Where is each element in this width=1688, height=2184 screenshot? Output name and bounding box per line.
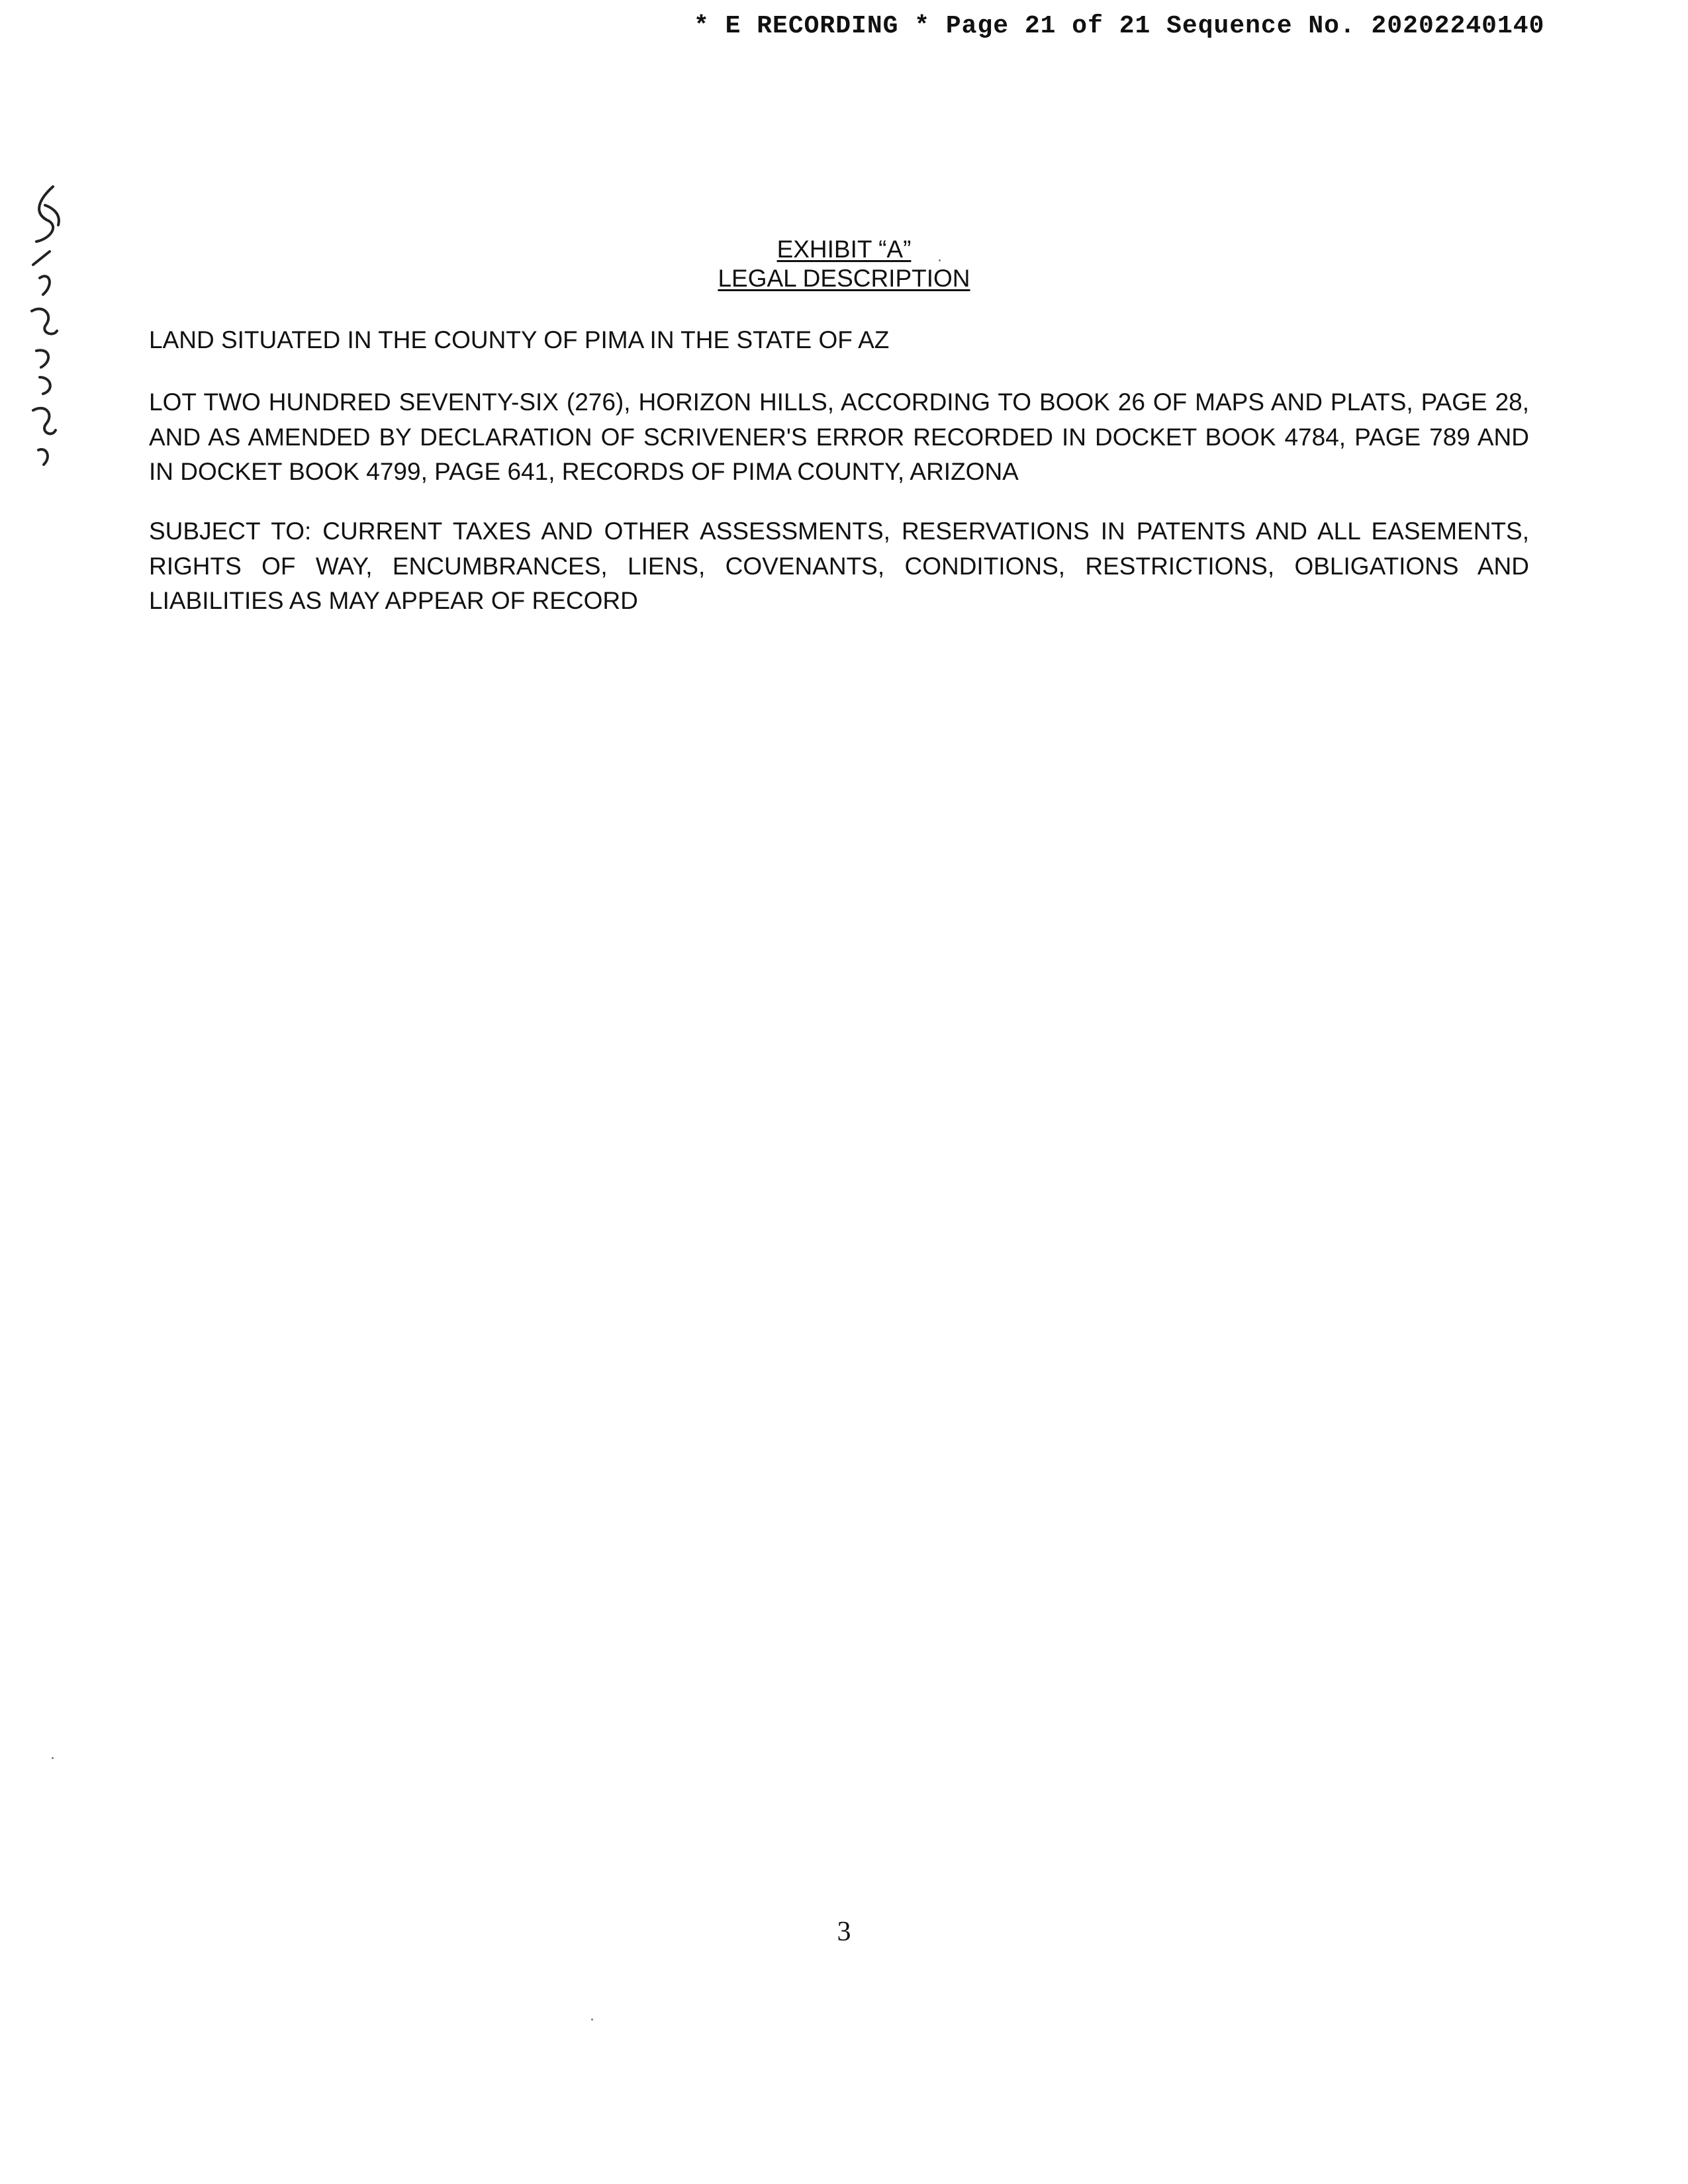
scan-speck [939, 259, 941, 261]
scan-speck [52, 1757, 54, 1759]
exhibit-subtitle: LEGAL DESCRIPTION [718, 265, 970, 292]
exhibit-heading [0, 235, 1688, 293]
handwritten-initials-icon [13, 179, 73, 490]
exhibit-title: EXHIBIT “A” [776, 236, 912, 263]
scan-speck [591, 2019, 593, 2021]
subject-to-paragraph: SUBJECT TO: CURRENT TAXES AND OTHER ASSESSMENTS, RESERVATIONS IN PATENTS AND ALL EASEMENTS, RIGHTS OF WAY, ENCUMBRANCES, LIENS, COVENANTS, CONDITIONS, RESTRICTIONS, OBLIGATIONS AND LIABILITIES AS MAY APPEAR OF RECORD [149, 518, 1529, 614]
lot-description-paragraph: LOT TWO HUNDRED SEVENTY-SIX (276), HORIZON HILLS, ACCORDING TO BOOK 26 OF MAPS AND PLATS, PAGE 28, AND AS AMENDED BY DECLARATION OF SCRIVENER'S ERROR RECORDED IN DOCKET BOOK 4784, PAGE 789 AND IN DOCKET BOOK 4799, PAGE 641, RECORDS OF PIMA COUNTY, ARIZONA [149, 388, 1529, 485]
recording-stamp-header: * E RECORDING * Page 21 of 21 Sequence No. 20202240140 [694, 12, 1545, 40]
land-location-line: LAND SITUATED IN THE COUNTY OF PIMA IN THE STATE OF AZ [149, 326, 890, 353]
page-number: 3 [837, 1917, 851, 1947]
